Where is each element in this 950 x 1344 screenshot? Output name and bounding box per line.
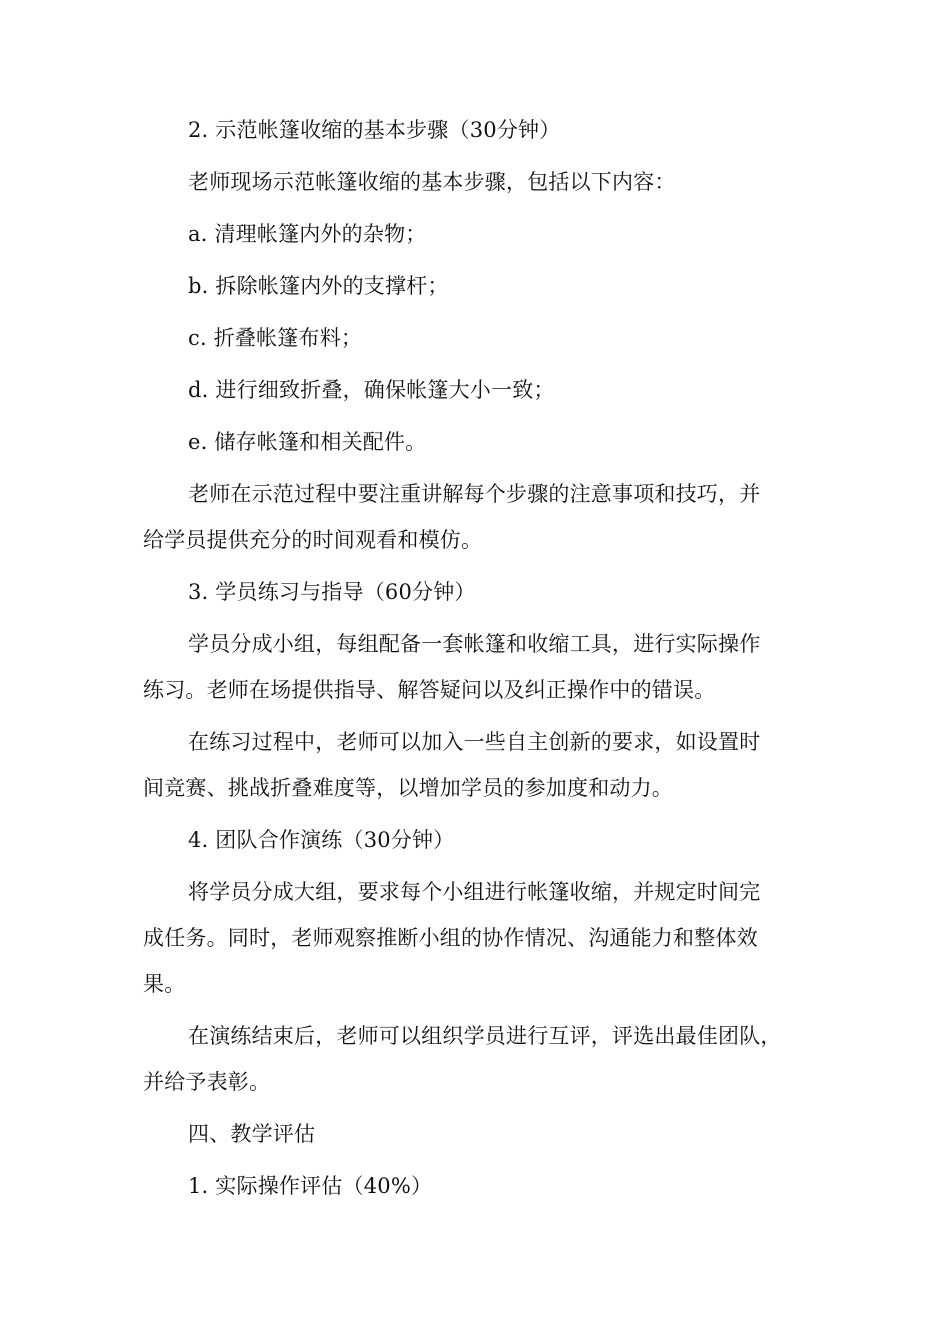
paragraph-line: 间竞赛、挑战折叠难度等，以增加学员的参加度和动力。 bbox=[143, 776, 673, 800]
section-heading-4: 4. 团队合作演练（30分钟） bbox=[188, 828, 455, 852]
paragraph-line: 在演练结束后，老师可以组织学员进行互评，评选出最佳团队， bbox=[188, 1024, 782, 1048]
chapter-heading: 四、教学评估 bbox=[188, 1122, 316, 1146]
paragraph-line: 果。 bbox=[143, 972, 186, 996]
paragraph-line: 老师在示范过程中要注重讲解每个步骤的注意事项和技巧，并 bbox=[188, 482, 761, 506]
list-item-a: a. 清理帐篷内外的杂物； bbox=[188, 222, 427, 246]
paragraph-line: 在练习过程中，老师可以加入一些自主创新的要求，如设置时 bbox=[188, 730, 761, 754]
list-item-b: b. 拆除帐篷内外的支撑杆； bbox=[188, 274, 449, 298]
paragraph-line: 成任务。同时，老师观察推断小组的协作情况、沟通能力和整体效 bbox=[143, 926, 758, 950]
paragraph-line: 并给予表彰。 bbox=[143, 1070, 271, 1094]
paragraph-line: 老师现场示范帐篷收缩的基本步骤，包括以下内容： bbox=[188, 170, 676, 194]
paragraph-line: 练习。老师在场提供指导、解答疑问以及纠正操作中的错误。 bbox=[143, 678, 716, 702]
list-item-c: c. 折叠帐篷布料； bbox=[188, 326, 363, 350]
section-heading-1: 1. 实际操作评估（40%） bbox=[188, 1174, 433, 1198]
section-heading-3: 3. 学员练习与指导（60分钟） bbox=[188, 580, 476, 604]
list-item-e: e. 储存帐篷和相关配件。 bbox=[188, 430, 427, 454]
list-item-d: d. 进行细致折叠，确保帐篷大小一致； bbox=[188, 378, 555, 402]
paragraph-line: 学员分成小组，每组配备一套帐篷和收缩工具，进行实际操作 bbox=[188, 632, 761, 656]
paragraph-line: 将学员分成大组，要求每个小组进行帐篷收缩，并规定时间完 bbox=[188, 880, 761, 904]
section-heading-2: 2. 示范帐篷收缩的基本步骤（30分钟） bbox=[188, 118, 561, 142]
paragraph-line: 给学员提供充分的时间观看和模仿。 bbox=[143, 528, 483, 552]
